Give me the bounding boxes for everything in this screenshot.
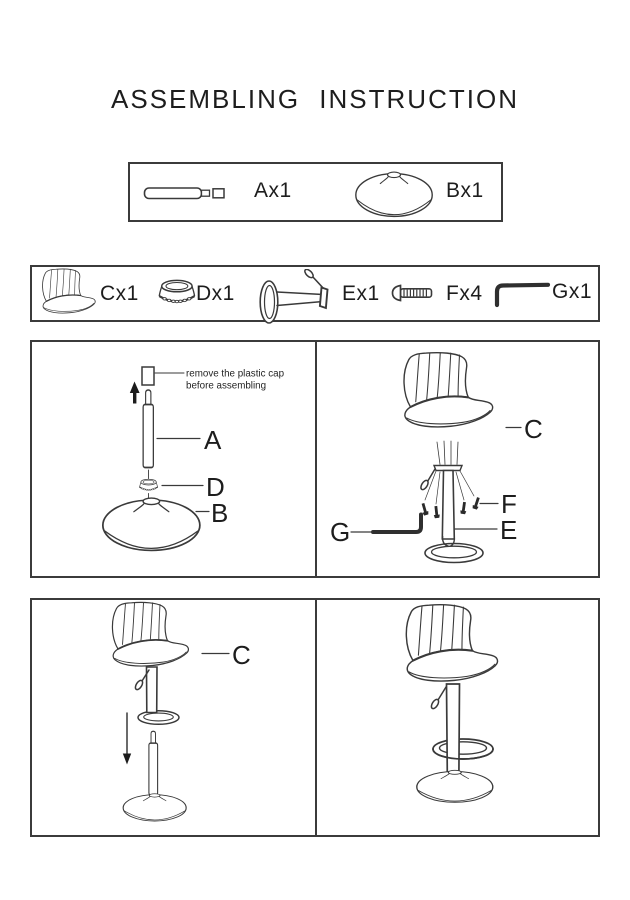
gas-lever — [419, 479, 429, 491]
plastic-cap — [142, 367, 154, 385]
gas-lever — [430, 698, 440, 710]
up-arrow — [130, 382, 140, 404]
note-line-2: before assembling — [186, 380, 267, 392]
label-f: F — [501, 489, 517, 519]
trim-ring-d — [140, 479, 158, 490]
gas-lift-in-base — [149, 731, 158, 795]
down-arrow — [123, 754, 131, 765]
trim-ring-icon — [156, 278, 198, 309]
label-e: E — [500, 515, 518, 545]
seat-assembly — [112, 602, 188, 666]
column — [447, 684, 460, 774]
seat-c — [404, 353, 493, 427]
label-c: C — [524, 414, 543, 444]
steps-row-2 — [30, 598, 600, 837]
part-label-a: Ax1 — [254, 179, 292, 202]
step3-diagram — [32, 600, 315, 835]
label-c: C — [232, 640, 251, 670]
gas-lift-a — [143, 390, 153, 468]
dome-base — [417, 770, 493, 802]
part-label-d: Dx1 — [196, 282, 235, 305]
part-label-b: Bx1 — [446, 179, 484, 202]
column — [147, 667, 158, 713]
allen-key-g — [373, 515, 421, 533]
dome-base-b — [103, 498, 200, 550]
gas-lever — [134, 679, 144, 691]
label-a: A — [204, 425, 222, 455]
screw-icon — [390, 281, 442, 305]
seat-icon — [36, 268, 104, 318]
allen-key-icon — [492, 278, 552, 308]
part-label-g: Gx1 — [552, 280, 593, 303]
step1-diagram — [32, 342, 315, 576]
step1-panel — [32, 342, 315, 576]
dome-base-icon — [352, 166, 437, 221]
gas-lift-rod-icon — [143, 182, 235, 204]
note-line-1: remove the plastic cap — [186, 368, 285, 380]
step2-diagram — [317, 342, 598, 576]
column-e — [442, 471, 454, 540]
steps-row-1 — [30, 340, 600, 578]
step3-panel — [32, 600, 315, 835]
step4-diagram — [317, 600, 598, 835]
parts-box — [30, 265, 600, 322]
step4-panel — [315, 600, 598, 835]
part-label-e: Ex1 — [342, 282, 380, 305]
hardware-parts-box — [128, 162, 503, 222]
part-label-f: Fx4 — [446, 282, 483, 305]
page-title: ASSEMBLING INSTRUCTION — [111, 84, 519, 114]
dome-base — [123, 794, 186, 821]
part-label-c: Cx1 — [100, 282, 139, 305]
footrest-column-icon — [256, 269, 342, 327]
label-g: G — [330, 517, 351, 547]
label-b: B — [211, 498, 229, 528]
label-d: D — [206, 472, 225, 502]
assembled-seat — [406, 605, 497, 681]
step2-panel — [315, 342, 598, 576]
